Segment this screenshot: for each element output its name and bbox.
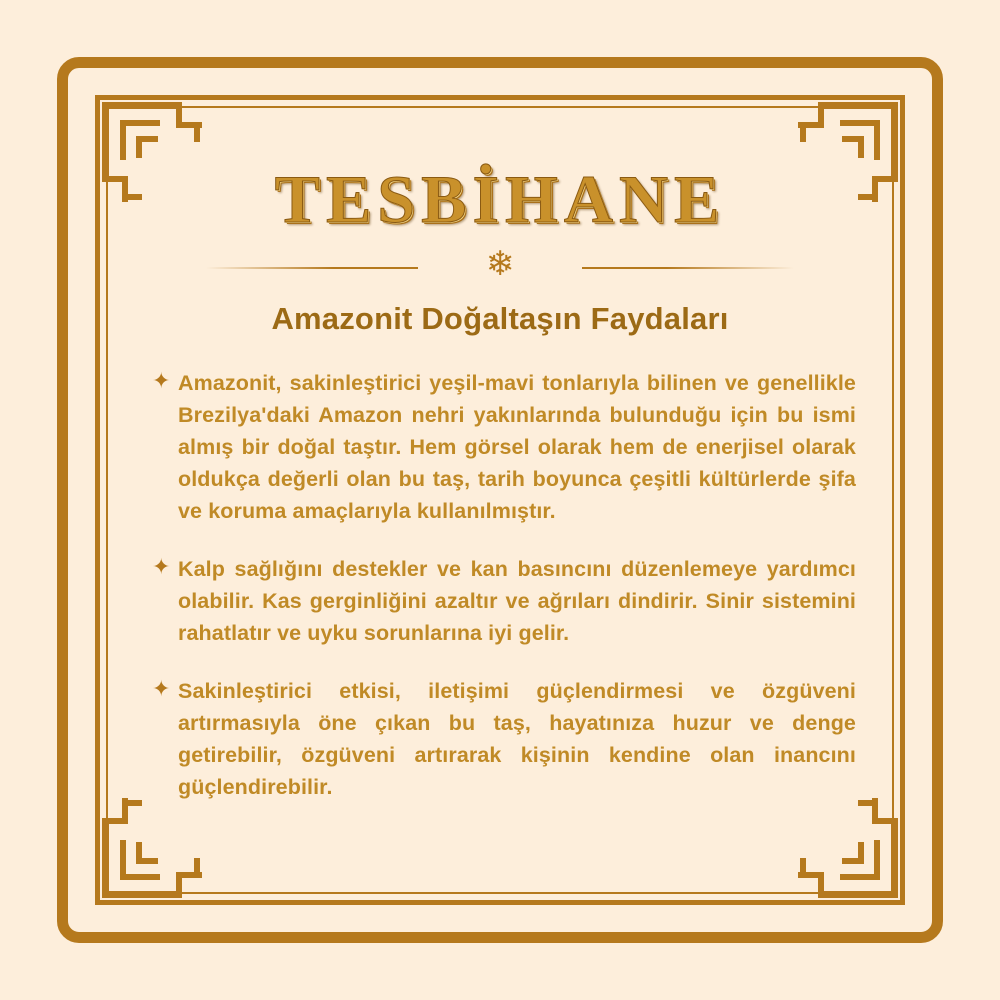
divider-line-left [206, 267, 418, 269]
sparkle-icon: ✦ [152, 369, 171, 394]
list-item [152, 553, 856, 649]
brand-title: TESBİHANE [274, 161, 726, 237]
sparkle-icon: ✦ [152, 555, 171, 580]
list-item-text: Sakinleştirici etkisi, iletişimi güçlendirmesi ve özgüveni artırmasıyla öne çıkan bu taş, hayatınıza huzur ve denge getirebilir, özgüveni artırarak kişinin kendine olan inancını güçlendirebilir. [178, 679, 856, 799]
list-item-text: Kalp sağlığını destekler ve kan basıncını düzenlemeye yardımcı olabilir. Kas gerginliğini azaltır ve ağrıları dindirir. Sinir sistemini rahatlatır ve uyku sorunlarına iyi gelir. [178, 557, 856, 645]
list-item [152, 367, 856, 527]
benefits-list [128, 367, 872, 803]
divider-flourish-icon: ❄ [485, 244, 515, 284]
list-item-text: Amazonit, sakinleştirici yeşil-mavi tonlarıyla bilinen ve genellikle Brezilya'daki Amazon nehri yakınlarında bulunduğu için bu ismi almış bir doğal taştır. Hem görsel olarak hem de enerjisel olarak oldukça değerli olan bu taş, tarih boyunca çeşitli kültürlerde şifa ve koruma amaçlarıyla kullanılmıştır. [178, 371, 856, 523]
info-card [57, 57, 943, 943]
divider-line-right [582, 267, 794, 269]
list-item [152, 675, 856, 803]
ornamental-divider [206, 244, 794, 295]
card-content [128, 134, 872, 866]
sparkle-icon: ✦ [152, 677, 171, 702]
page-title: Amazonit Doğaltaşın Faydaları [271, 301, 729, 336]
